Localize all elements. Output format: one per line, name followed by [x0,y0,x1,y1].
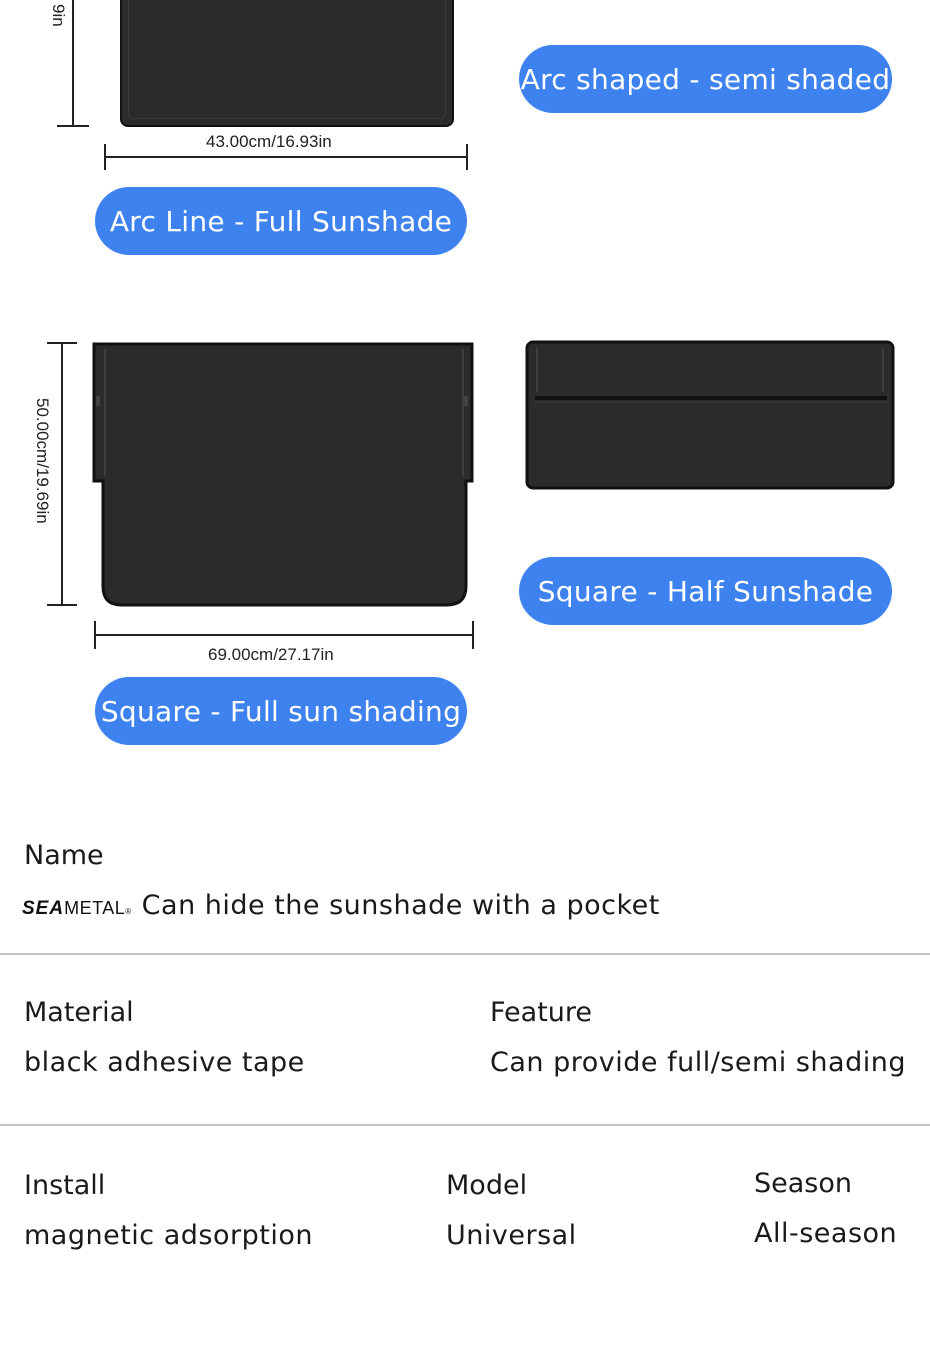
brand-logo-sea: SEA [22,898,65,919]
divider-1 [0,953,930,955]
name-row [22,890,660,921]
arc-width-label: 43.00cm/16.93in [206,132,332,151]
square-half-sunshade-image [525,340,897,492]
model-label: Model [446,1170,528,1201]
arc-line-full-sunshade-button[interactable]: Arc Line - Full Sunshade [95,187,467,255]
name-label: Name [24,840,104,871]
feature-label: Feature [490,997,593,1028]
brand-logo-metal: METAL [64,898,126,918]
square-height-dimension-line [61,342,63,606]
material-value: black adhesive tape [24,1047,305,1078]
arc-width-dimension-line [104,156,468,158]
square-full-sun-shading-button[interactable]: Square - Full sun shading [95,677,467,745]
square-width-dimension-line [94,634,474,636]
arc-line-sunshade-image [120,0,454,127]
square-width-label: 69.00cm/27.17in [208,645,334,664]
material-label: Material [24,997,134,1028]
arc-height-label: 9in [49,4,68,27]
arc-shaped-semi-shaded-button[interactable]: Arc shaped - semi shaded [519,45,892,113]
feature-value: Can provide full/semi shading [490,1047,906,1078]
name-value: Can hide the sunshade with a pocket [141,890,660,921]
arc-height-dimension-cap [57,125,89,127]
square-height-label: 50.00cm/19.69in [33,398,52,524]
season-value: All-season [754,1218,898,1249]
season-label: Season [754,1168,852,1199]
install-label: Install [24,1170,106,1201]
brand-logo-reg: ® [125,907,132,916]
install-value: magnetic adsorption [24,1220,313,1251]
arc-height-dimension-line [72,0,74,126]
square-full-sunshade-image [91,341,477,611]
square-half-sunshade-button[interactable]: Square - Half Sunshade [519,557,892,625]
brand-logo [22,898,132,920]
divider-2 [0,1124,930,1126]
model-value: Universal [446,1220,577,1251]
